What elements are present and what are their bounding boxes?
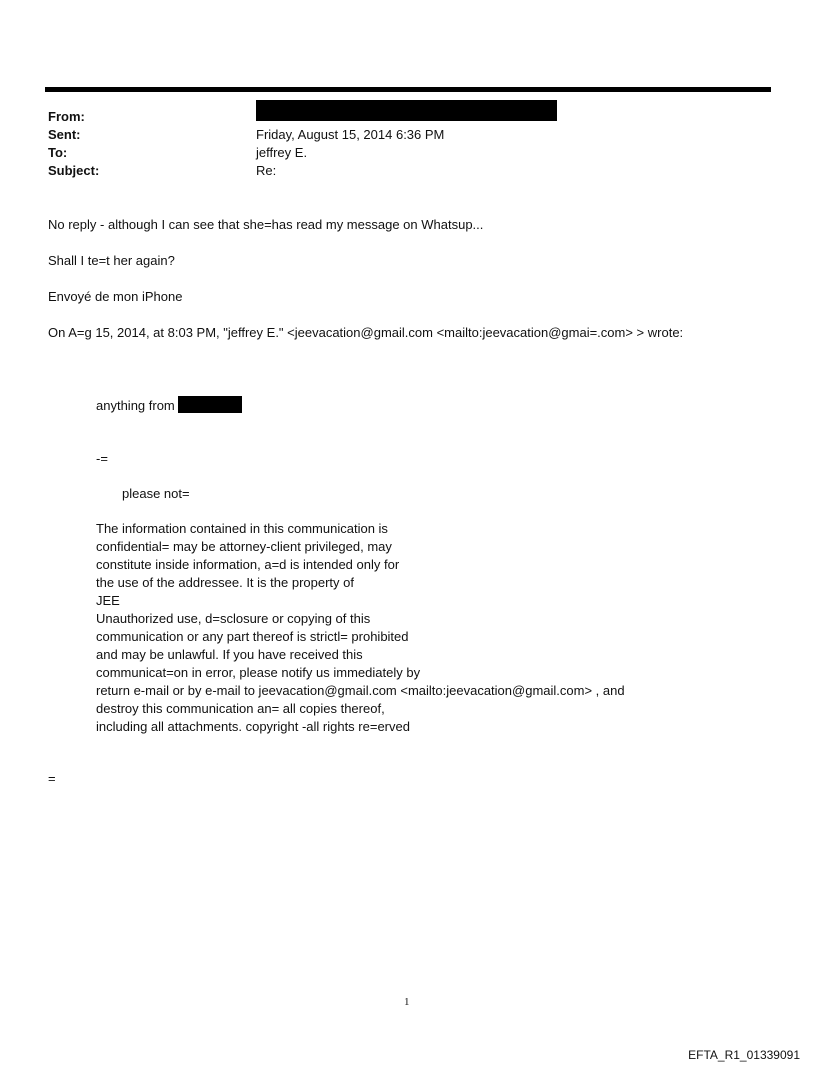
subject-value: Re:	[256, 163, 277, 178]
disclaimer-line: the use of the addressee. It is the property of	[96, 575, 354, 590]
sent-value: Friday, August 15, 2014 6:36 PM	[256, 127, 445, 142]
document-id: EFTA_R1_01339091	[688, 1048, 800, 1062]
disclaimer-line: communicat=on in error, please notify us immediately by	[96, 665, 421, 680]
disclaimer-line: return e-mail or by e-mail to jeevacation@gmail.com <mailto:jeevacation@gmail.com> , and	[96, 683, 625, 698]
disclaimer-line: communication or any part thereof is strictl= prohibited	[96, 629, 409, 644]
subject-label: Subject:	[48, 163, 100, 178]
body-line-1: No reply - although I can see that she=has read my message on Whatsup...	[48, 217, 484, 232]
to-value: jeffrey E.	[256, 145, 308, 160]
quoted-line-3: please not=	[122, 486, 190, 501]
disclaimer-line: destroy this communication an= all copies thereof,	[96, 701, 385, 716]
quoted-line-2: -=	[96, 451, 108, 466]
disclaimer-line: JEE	[96, 593, 120, 608]
sent-label: Sent:	[48, 127, 81, 142]
from-redaction	[256, 100, 557, 121]
disclaimer-line: and may be unlawful. If you have received this	[96, 647, 363, 662]
disclaimer-line: constitute inside information, a=d is intended only for	[96, 557, 400, 572]
body-line-4: On A=g 15, 2014, at 8:03 PM, "jeffrey E." <jeevacation@gmail.com <mailto:jeevacation@gmai=.com> > wrote:	[48, 325, 684, 340]
quoted-line-1	[96, 396, 242, 415]
quoted-line-1-text: anything from	[96, 398, 175, 413]
body-line-3: Envoyé de mon iPhone	[48, 289, 183, 304]
quoted-redaction	[178, 396, 242, 413]
body-line-2: Shall I te=t her again?	[48, 253, 175, 268]
disclaimer-line: including all attachments. copyright -all rights re=erved	[96, 719, 410, 734]
disclaimer-block	[96, 520, 625, 736]
page-number: 1	[404, 996, 410, 1008]
trailer-line: =	[48, 771, 56, 786]
header-rule	[45, 87, 771, 92]
disclaimer-line: Unauthorized use, d=sclosure or copying of this	[96, 611, 371, 626]
disclaimer-line: confidential= may be attorney-client privileged, may	[96, 539, 392, 554]
to-label: To:	[48, 145, 68, 160]
from-label: From:	[48, 109, 85, 124]
disclaimer-line: The information contained in this communication is	[96, 521, 388, 536]
